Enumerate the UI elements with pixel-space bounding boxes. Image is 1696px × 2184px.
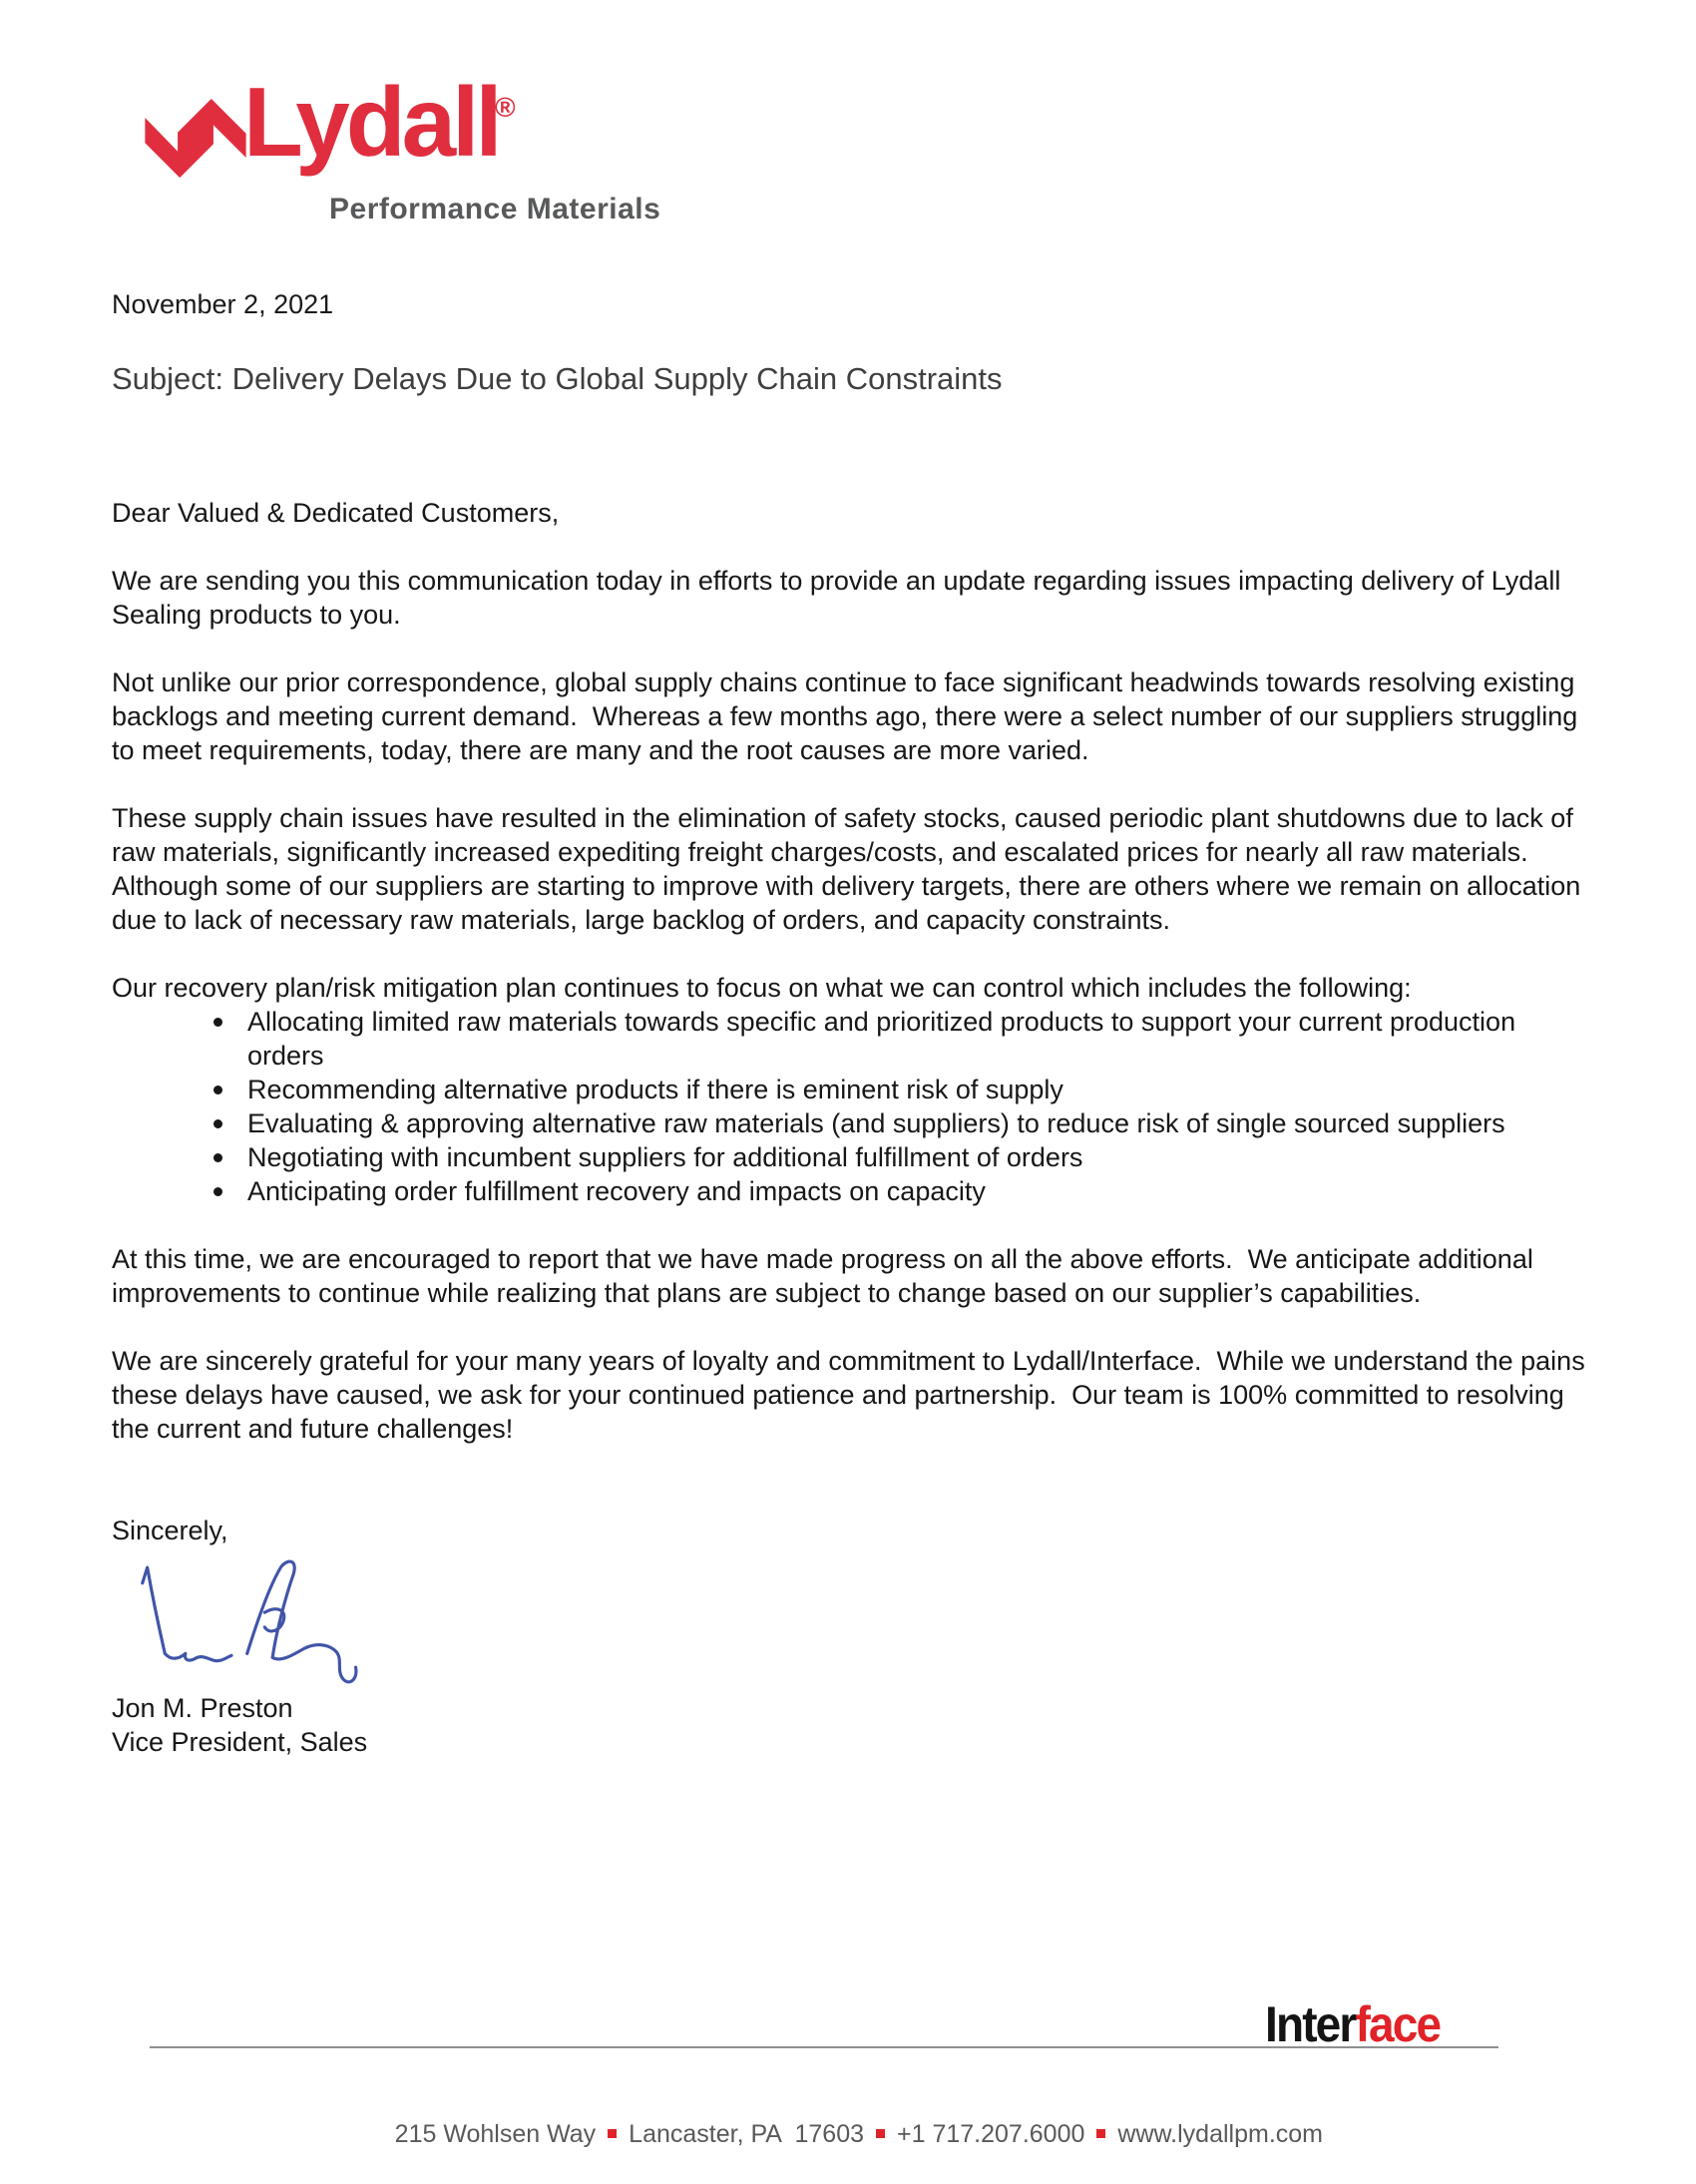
list-item-recommending: Recommending alternative products if there is eminent risk of supply [213, 1073, 1591, 1106]
street-address: 215 Wohlsen Way [394, 2120, 597, 2148]
list-item-evaluating: Evaluating & approving alternative raw materials (and suppliers) to reduce risk of single sourced suppliers [213, 1106, 1591, 1140]
paragraph-intro: We are sending you this communication today in efforts to provide an update regarding issues impacting delivery of Lydall Sealing products to you. [112, 566, 1568, 630]
lydall-wordmark: Lydall [243, 67, 499, 177]
separator-square-icon [876, 2129, 885, 2138]
paragraph-supply-chains: Not unlike our prior correspondence, global supply chains continue to face significant headwinds towards resolving existing backlogs and meeting current demand. Whereas a few months ago, there were a select number of our suppliers struggling to meet requirements, today, there are many and the root causes are more varied. [112, 667, 1585, 765]
registered-trademark-symbol: ® [495, 92, 516, 123]
signature-image [130, 1551, 384, 1689]
paragraph-gratitude: We are sincerely grateful for your many years of loyalty and commitment to Lydall/Interface. While we understand the pains these delays have caused, we ask for your continued patience and partnership. Our team is 100% committed to resolving the current and future challenges! [112, 1346, 1593, 1444]
signer-name: Jon M. Preston [112, 1693, 293, 1723]
separator-square-icon [608, 2129, 617, 2138]
lydall-logo-icon [138, 80, 253, 196]
footer-address-line [0, 2091, 1676, 2178]
list-item-allocating: Allocating limited raw materials towards specific and prioritized products to support your current production orders [213, 1005, 1591, 1073]
valediction: Sincerely, [112, 1516, 228, 1545]
salutation: Dear Valued & Dedicated Customers, [112, 498, 560, 528]
city-state-zip: Lancaster, PA 17603 [629, 2120, 864, 2148]
recovery-plan-list [112, 1005, 1591, 1208]
phone-number: +1 717.207.6000 [897, 2120, 1085, 2148]
letter-date: November 2, 2021 [112, 289, 334, 319]
interface-logo [1265, 1996, 1441, 2052]
list-item-negotiating: Negotiating with incumbent suppliers for additional fulfillment of orders [213, 1140, 1591, 1174]
separator-square-icon [1096, 2129, 1105, 2138]
paragraph-issues: These supply chain issues have resulted in the elimination of safety stocks, caused periodic plant shutdowns due to lack of raw materials, significantly increased expediting freight charges/costs, and escalated prices for nearly all raw materials. Although some of our suppliers are starting to improve with delivery targets, there are others where we remain on allocation due to lack of necessary raw materials, large backlog of orders, and capacity constraints. [112, 803, 1588, 935]
list-item-anticipating: Anticipating order fulfillment recovery and impacts on capacity [213, 1174, 1591, 1208]
signer-title: Vice President, Sales [112, 1727, 368, 1757]
interface-logo-inter: Inter [1265, 1996, 1356, 2052]
interface-logo-face: face [1355, 1996, 1441, 2052]
letterhead-tagline: Performance Materials [329, 193, 661, 225]
website-url: www.lydallpm.com [1117, 2120, 1323, 2148]
paragraph-progress: At this time, we are encouraged to report that we have made progress on all the above efforts. We anticipate additional improvements to continue while realizing that plans are subject to change based on our supplier’s capabilities. [112, 1244, 1541, 1308]
paragraph-recovery-plan-intro: Our recovery plan/risk mitigation plan continues to focus on what we can control which includes the following: [112, 973, 1412, 1003]
letter-body [112, 496, 1591, 1759]
letterhead [0, 0, 1696, 239]
subject-line: Subject: Delivery Delays Due to Global Supply Chain Constraints [112, 361, 1003, 396]
